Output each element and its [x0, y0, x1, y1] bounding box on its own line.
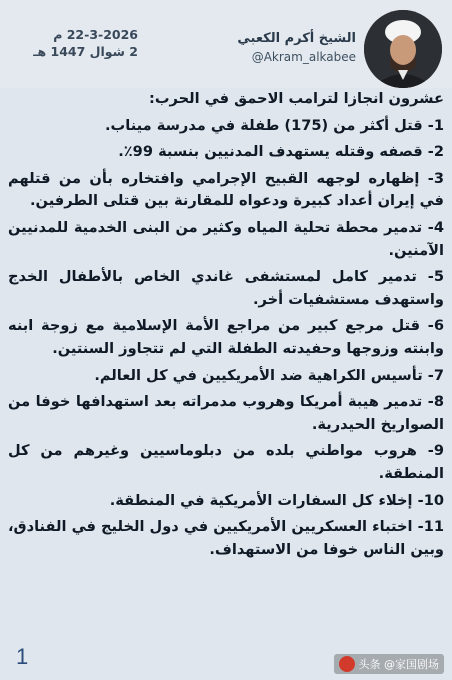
list-item: 9- هروب مواطني بلده من دبلوماسيين وغيرهم من كل المنطقة.: [8, 442, 444, 482]
list-item: 11- اختباء العسكريين الأمريكيين في دول الخليج في الفنادق، وبين الناس خوفا من الاستهداف.: [8, 518, 444, 558]
list-item: 6- قتل مرجع كبير من مراجع الأمة الإسلامية مع زوجة ابنه وابنته وزوجها وحفيدته الطفلة التي لم تتجاوز السنتين.: [8, 317, 444, 357]
profile-name: الشيخ أكرم الكعبي: [237, 31, 356, 46]
post-body: [8, 88, 444, 680]
profile-handle[interactable]: @Akram_alkabee: [251, 50, 356, 64]
list-item: 7- تأسيس الكراهية ضد الأمريكيين في كل العالم.: [94, 366, 444, 384]
list-item: 8- تدمير هيبة أمريكا وهروب مدمراته بعد استهدافها خوفا من الصواريخ الحيدرية.: [8, 393, 444, 433]
watermark-text: 头条 @家国剧场: [358, 658, 439, 671]
list-item: 2- قصفه وقتله يستهدف المدنيين بنسبة 99٪.: [118, 143, 444, 161]
date-block: [18, 26, 138, 60]
list-item: 3- إظهاره لوجهه القبيح الإجرامي وافتخاره بأن من قتلهم في إيران أعداد كبيرة ودعواه للمقارنة بين قتلى الطرفين.: [8, 169, 444, 210]
post-intro: عشرون انجازا لترامب الاحمق في الحرب:: [149, 90, 444, 107]
gregorian-date: 22-3-2026 م: [53, 27, 138, 42]
avatar-portrait-icon: [364, 10, 442, 88]
list-item: 5- تدمير كامل لمستشفى غاندي الخاص بالأطفال الخدج واستهدف مستشفيات أخر.: [8, 268, 444, 308]
toutiao-logo-icon: [339, 656, 355, 672]
hijri-date: 2 شوال 1447 هـ: [33, 44, 138, 59]
profile-info: [237, 30, 356, 66]
avatar[interactable]: [364, 10, 442, 88]
page-number: 1: [16, 644, 29, 669]
post-header: [0, 0, 452, 88]
list-item: 4- تدمير محطة تحلية المياه وكثير من البنى الخدمية للمدنيين الآمنين.: [8, 218, 444, 259]
watermark: [334, 654, 445, 674]
list-item: 10- إخلاء كل السفارات الأمريكية في المنطقة.: [109, 491, 444, 509]
list-item: 1- قتل أكثر من (175) طفلة في مدرسة ميناب.: [105, 116, 444, 134]
